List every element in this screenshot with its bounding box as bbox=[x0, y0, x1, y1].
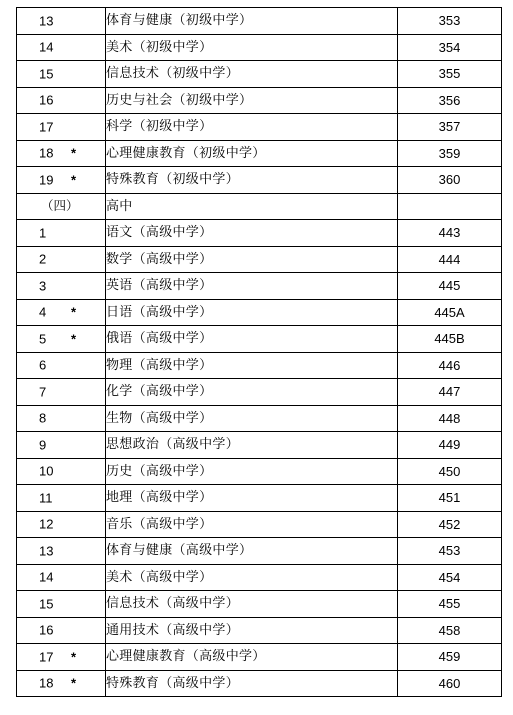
table-row bbox=[17, 644, 502, 671]
row-number: 16 bbox=[39, 622, 54, 638]
subject-name-cell: 生物（高级中学） bbox=[106, 405, 398, 432]
subject-code-cell: 453 bbox=[398, 538, 502, 565]
table-row bbox=[17, 299, 502, 326]
subject-name-cell: 日语（高级中学） bbox=[106, 299, 398, 326]
row-number: 17 bbox=[39, 119, 54, 135]
subject-name-cell: 音乐（高级中学） bbox=[106, 511, 398, 538]
row-number: 14 bbox=[39, 39, 54, 55]
asterisk-mark: * bbox=[71, 649, 77, 665]
subject-name-cell: 通用技术（高级中学） bbox=[106, 617, 398, 644]
subject-code-cell: 356 bbox=[398, 87, 502, 114]
row-number-cell bbox=[17, 61, 106, 88]
row-number: 13 bbox=[39, 543, 54, 559]
table-row bbox=[17, 114, 502, 141]
row-number-cell bbox=[17, 511, 106, 538]
row-number: 2 bbox=[39, 251, 47, 267]
subject-code-cell: 452 bbox=[398, 511, 502, 538]
table-row bbox=[17, 617, 502, 644]
subject-name-cell: 思想政治（高级中学） bbox=[106, 432, 398, 459]
row-number: 15 bbox=[39, 596, 54, 612]
subject-name-cell: 科学（初级中学） bbox=[106, 114, 398, 141]
subject-name-cell: 特殊教育（高级中学） bbox=[106, 670, 398, 697]
row-number: 6 bbox=[39, 357, 47, 373]
asterisk-mark: * bbox=[71, 675, 77, 691]
subject-name-cell: 体育与健康（初级中学） bbox=[106, 8, 398, 35]
row-number-cell bbox=[17, 670, 106, 697]
row-number: 13 bbox=[39, 13, 54, 29]
asterisk-mark: * bbox=[71, 331, 77, 347]
row-number: 19 bbox=[39, 172, 54, 188]
subject-code-cell: 446 bbox=[398, 352, 502, 379]
row-number-cell bbox=[17, 352, 106, 379]
row-number: 18 bbox=[39, 675, 54, 691]
row-number: 14 bbox=[39, 569, 54, 585]
subject-code-cell: 444 bbox=[398, 246, 502, 273]
table-row bbox=[17, 34, 502, 61]
subject-name-cell: 美术（高级中学） bbox=[106, 564, 398, 591]
subject-code-cell: 447 bbox=[398, 379, 502, 406]
subject-code-cell: 460 bbox=[398, 670, 502, 697]
row-number: 9 bbox=[39, 437, 47, 453]
row-number-cell bbox=[17, 299, 106, 326]
subject-code-cell: 443 bbox=[398, 220, 502, 247]
subject-code-cell: 455 bbox=[398, 591, 502, 618]
subject-name-cell: 语文（高级中学） bbox=[106, 220, 398, 247]
subject-code-cell: 454 bbox=[398, 564, 502, 591]
row-number: 11 bbox=[39, 490, 53, 506]
subject-code-cell: 449 bbox=[398, 432, 502, 459]
table-row bbox=[17, 485, 502, 512]
row-number-cell bbox=[17, 326, 106, 353]
row-number-cell bbox=[17, 246, 106, 273]
subject-code-cell: 354 bbox=[398, 34, 502, 61]
table-row bbox=[17, 379, 502, 406]
subject-code-cell: 359 bbox=[398, 140, 502, 167]
table-row bbox=[17, 273, 502, 300]
subject-code-table bbox=[16, 7, 502, 697]
table-row bbox=[17, 432, 502, 459]
subject-name-cell: 物理（高级中学） bbox=[106, 352, 398, 379]
subject-name-cell: 历史与社会（初级中学） bbox=[106, 87, 398, 114]
row-number-cell bbox=[17, 538, 106, 565]
row-number-cell bbox=[17, 34, 106, 61]
subject-name-cell: 英语（高级中学） bbox=[106, 273, 398, 300]
subject-code-cell: 357 bbox=[398, 114, 502, 141]
row-number-cell bbox=[17, 379, 106, 406]
subject-code-cell: 448 bbox=[398, 405, 502, 432]
subject-code-cell: 360 bbox=[398, 167, 502, 194]
table-row bbox=[17, 8, 502, 35]
subject-name-cell: 俄语（高级中学） bbox=[106, 326, 398, 353]
subject-code-cell: 445A bbox=[398, 299, 502, 326]
subject-name-cell: 信息技术（初级中学） bbox=[106, 61, 398, 88]
table-row bbox=[17, 220, 502, 247]
subject-code-cell: 451 bbox=[398, 485, 502, 512]
subject-name-cell: 美术（初级中学） bbox=[106, 34, 398, 61]
table-row bbox=[17, 591, 502, 618]
table-row bbox=[17, 564, 502, 591]
row-number: 10 bbox=[39, 463, 54, 479]
table-row bbox=[17, 61, 502, 88]
table-body bbox=[17, 8, 502, 697]
row-number-cell bbox=[17, 273, 106, 300]
row-number-cell bbox=[17, 564, 106, 591]
subject-name-cell: 高中 bbox=[106, 193, 398, 220]
row-number: 17 bbox=[39, 649, 54, 665]
row-number: 4 bbox=[39, 304, 47, 320]
table-row bbox=[17, 167, 502, 194]
row-number: 16 bbox=[39, 92, 54, 108]
asterisk-mark: * bbox=[71, 304, 77, 320]
subject-code-cell bbox=[398, 193, 502, 220]
subject-name-cell: 心理健康教育（高级中学） bbox=[106, 644, 398, 671]
row-number-cell bbox=[17, 167, 106, 194]
row-number: （四） bbox=[41, 198, 79, 213]
subject-name-cell: 化学（高级中学） bbox=[106, 379, 398, 406]
row-number-cell bbox=[17, 485, 106, 512]
row-number-cell bbox=[17, 114, 106, 141]
table-row bbox=[17, 538, 502, 565]
row-number: 8 bbox=[39, 410, 47, 426]
subject-name-cell: 体育与健康（高级中学） bbox=[106, 538, 398, 565]
subject-code-cell: 459 bbox=[398, 644, 502, 671]
row-number: 7 bbox=[39, 384, 47, 400]
table-row bbox=[17, 352, 502, 379]
row-number-cell bbox=[17, 644, 106, 671]
asterisk-mark: * bbox=[71, 172, 77, 188]
subject-code-cell: 353 bbox=[398, 8, 502, 35]
row-number: 12 bbox=[39, 516, 54, 532]
row-number: 15 bbox=[39, 66, 54, 82]
row-number-cell bbox=[17, 591, 106, 618]
subject-code-cell: 445 bbox=[398, 273, 502, 300]
table-row bbox=[17, 670, 502, 697]
row-number: 1 bbox=[39, 225, 47, 241]
subject-name-cell: 信息技术（高级中学） bbox=[106, 591, 398, 618]
row-number-cell bbox=[17, 87, 106, 114]
row-number-cell bbox=[17, 220, 106, 247]
subject-name-cell: 历史（高级中学） bbox=[106, 458, 398, 485]
table-row bbox=[17, 193, 502, 220]
subject-code-cell: 355 bbox=[398, 61, 502, 88]
row-number-cell bbox=[17, 193, 106, 220]
table-row bbox=[17, 458, 502, 485]
row-number-cell bbox=[17, 432, 106, 459]
row-number-cell bbox=[17, 405, 106, 432]
subject-code-cell: 458 bbox=[398, 617, 502, 644]
asterisk-mark: * bbox=[71, 145, 77, 161]
table-row bbox=[17, 326, 502, 353]
table-row bbox=[17, 87, 502, 114]
subject-name-cell: 心理健康教育（初级中学） bbox=[106, 140, 398, 167]
table-row bbox=[17, 405, 502, 432]
subject-name-cell: 数学（高级中学） bbox=[106, 246, 398, 273]
table-row bbox=[17, 246, 502, 273]
row-number: 3 bbox=[39, 278, 47, 294]
subject-code-cell: 445B bbox=[398, 326, 502, 353]
row-number: 18 bbox=[39, 145, 54, 161]
subject-name-cell: 地理（高级中学） bbox=[106, 485, 398, 512]
row-number-cell bbox=[17, 458, 106, 485]
subject-code-cell: 450 bbox=[398, 458, 502, 485]
table-row bbox=[17, 140, 502, 167]
row-number-cell bbox=[17, 140, 106, 167]
table-row bbox=[17, 511, 502, 538]
row-number-cell bbox=[17, 617, 106, 644]
row-number: 5 bbox=[39, 331, 47, 347]
subject-name-cell: 特殊教育（初级中学） bbox=[106, 167, 398, 194]
row-number-cell bbox=[17, 8, 106, 35]
